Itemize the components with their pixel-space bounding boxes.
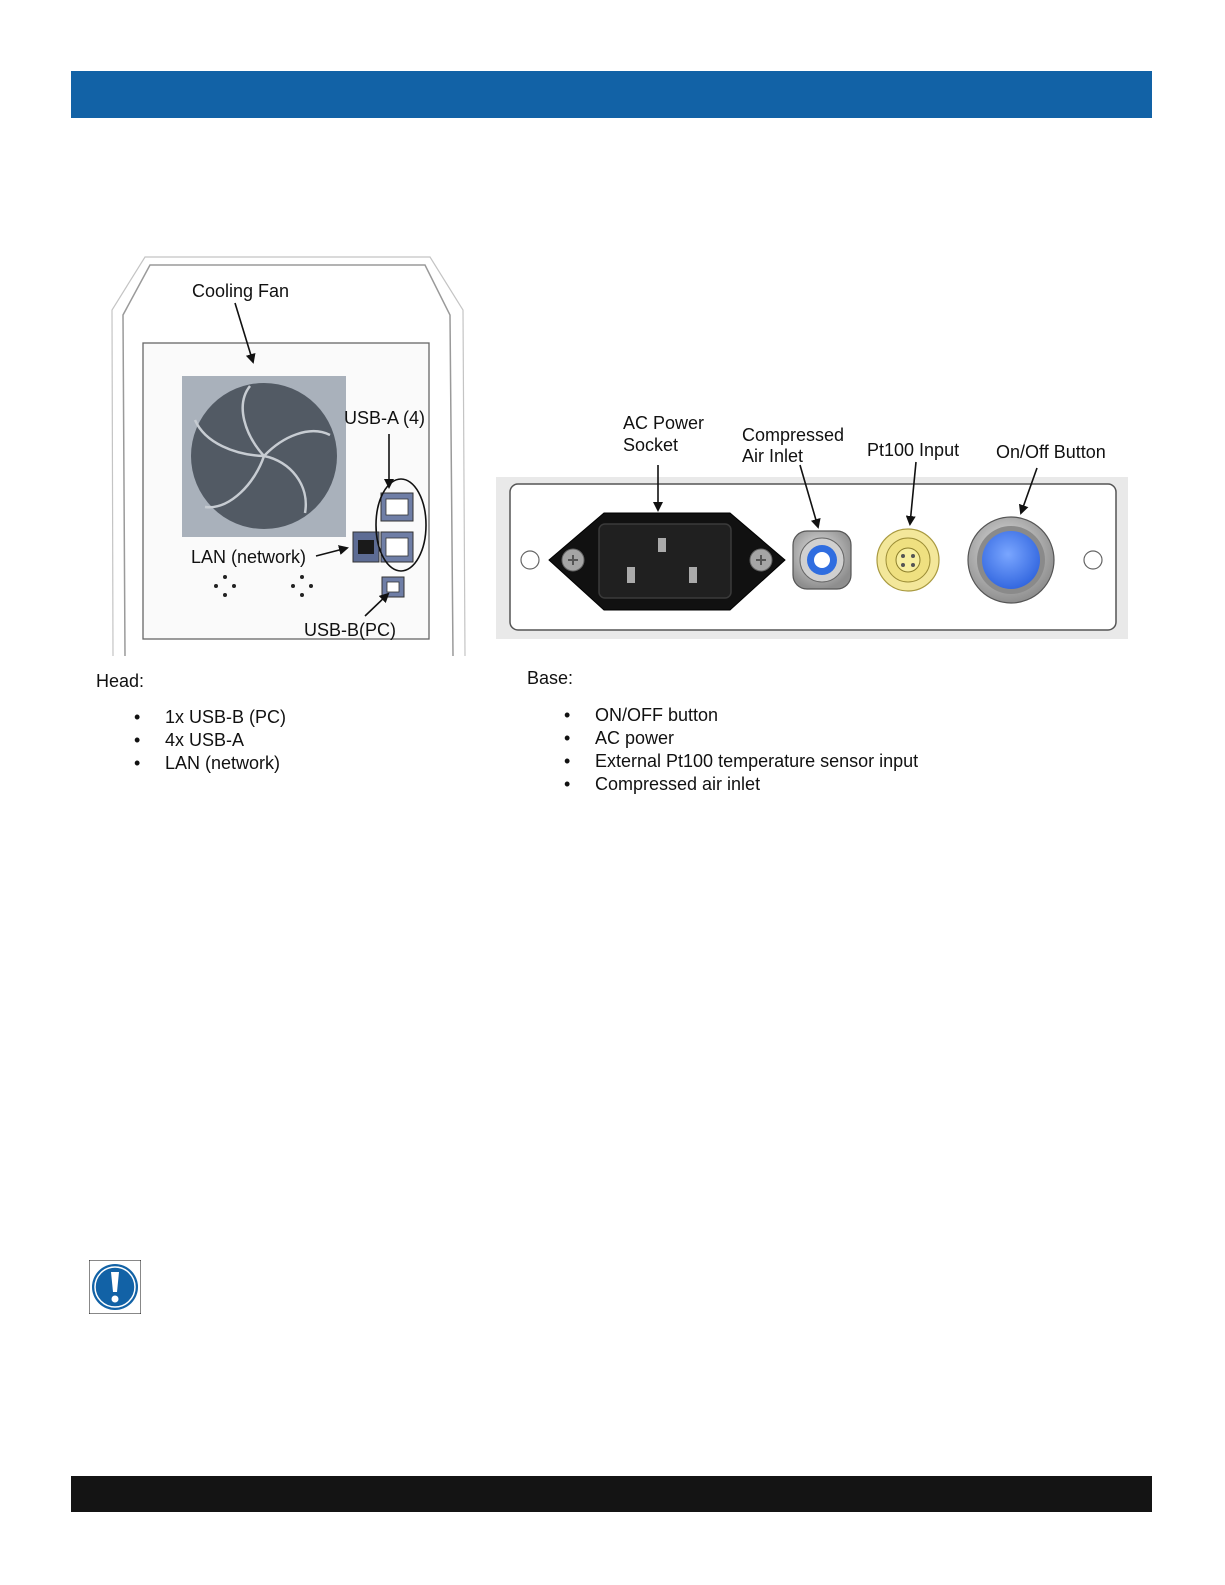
- compressed-air-label-line2: Air Inlet: [742, 446, 804, 466]
- list-item: • 1x USB-B (PC): [165, 706, 286, 729]
- footer-bar: [71, 1476, 1152, 1512]
- ac-power-label-line1: AC Power: [623, 413, 705, 433]
- list-item: • AC power: [595, 727, 918, 750]
- compressed-air-inlet: [793, 531, 851, 589]
- list-item: • 4x USB-A: [165, 729, 286, 752]
- lan-label: LAN (network): [191, 547, 307, 567]
- list-item: • External Pt100 temperature sensor input: [595, 750, 918, 773]
- usb-b-label: USB-B(PC): [304, 620, 397, 640]
- head-connections-figure: [95, 255, 478, 656]
- ac-power-label-line2: Socket: [623, 435, 679, 455]
- base-connection-list: [595, 704, 918, 796]
- pt100-input-connector: [877, 529, 939, 591]
- list-item: • Compressed air inlet: [595, 773, 918, 796]
- head-heading: Head:: [96, 671, 145, 691]
- list-item: • LAN (network): [165, 752, 286, 775]
- on-off-label: On/Off Button: [996, 442, 1106, 462]
- exclamation-icon: [89, 1260, 141, 1314]
- head-connection-list: [165, 706, 286, 775]
- head-drawing: [95, 255, 478, 656]
- on-off-button: [968, 517, 1054, 603]
- base-connections-figure: [496, 410, 1128, 648]
- pt100-label: Pt100 Input: [867, 440, 960, 460]
- list-item: • ON/OFF button: [595, 704, 918, 727]
- base-heading: Base:: [527, 668, 574, 688]
- compressed-air-label-line1: Compressed: [742, 425, 845, 445]
- header-bar: [71, 71, 1152, 118]
- usb-a-label: USB-A (4): [344, 408, 426, 428]
- cooling-fan-label: Cooling Fan: [192, 281, 290, 301]
